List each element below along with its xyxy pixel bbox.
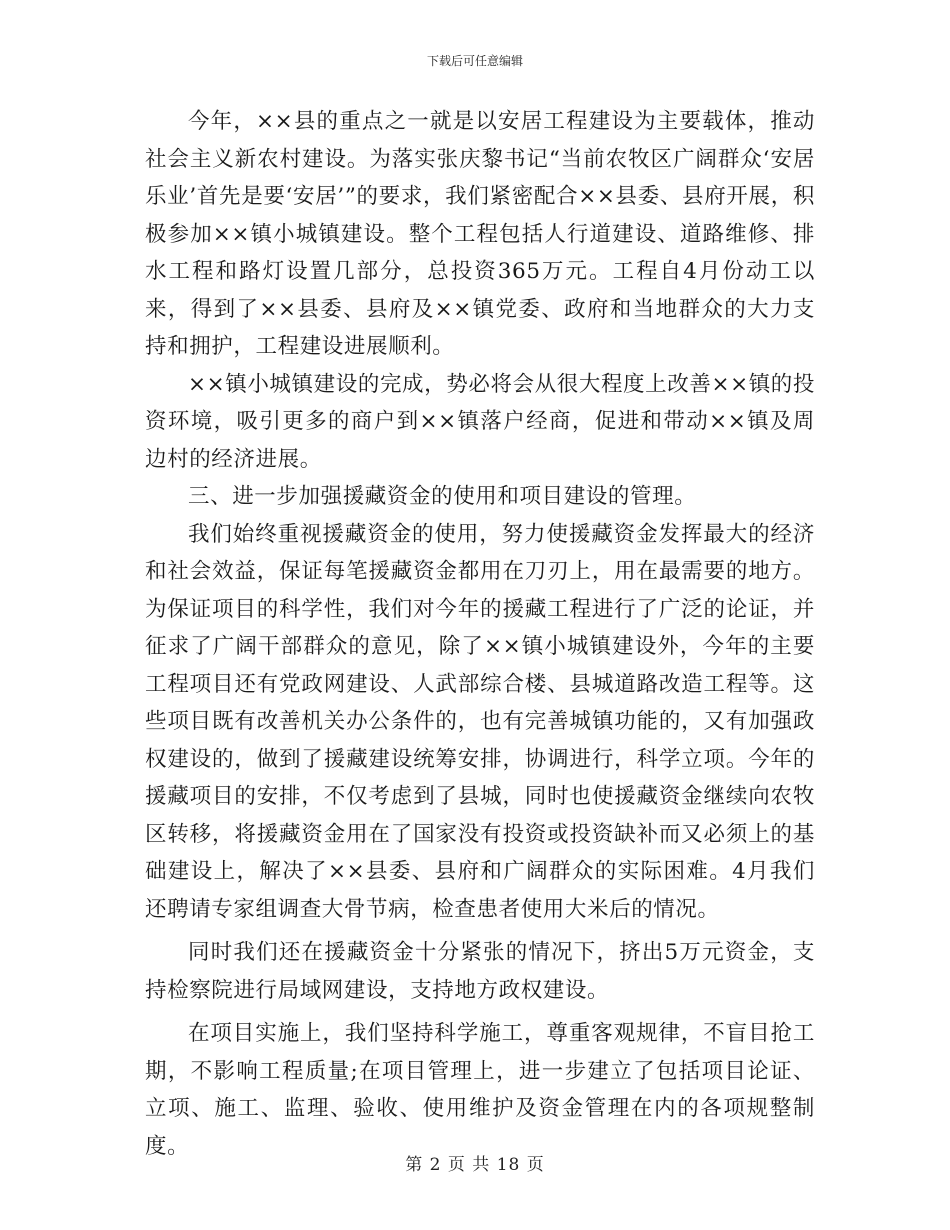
section-heading-fund-management: 三、进一步加强援藏资金的使用和项目建设的管理。 (188, 484, 697, 509)
page-number: 第 2 页 共 18 页 (405, 1155, 545, 1175)
paragraph-town-construction: ××镇小城镇建设的完成，势必将会从很大程度上改善××镇的投资环境，吸引更多的商户到××镇落户经商，促进和带动××镇及周边村的经济进展。 (145, 371, 815, 472)
paragraph-anju-project: 今年，××县的重点之一就是以安居工程建设为主要载体，推动社会主义新农村建设。为落实张庆黎书记“当前农牧区广阔群众‘安居乐业’首先是要‘安居’”的要求，我们紧密配合××县委、县府开展，积极参加××镇小城镇建设。整个工程包括人行道建设、道路维修、排水工程和路灯设置几部分，总投资365万元。工程自4月份动工以来，得到了××县委、县府及××镇党委、政府和当地群众的大力支持和拥护，工程建设进展顺利。 (145, 109, 815, 359)
document-body (145, 103, 815, 1165)
paragraph-procuratorate-network: 同时我们还在援藏资金十分紧张的情况下，挤出5万元资金，支持检察院进行局域网建设，支持地方政权建设。 (145, 940, 815, 1003)
paragraph-fund-usage: 我们始终重视援藏资金的使用，努力使援藏资金发挥最大的经济和社会效益，保证每笔援藏资金都用在刀刃上，用在最需要的地方。为保证项目的科学性，我们对今年的援藏工程进行了广泛的论证，并征求了广阔干部群众的意见，除了××镇小城镇建设外，今年的主要工程项目还有党政网建设、人武部综合楼、县城道路改造工程等。这些项目既有改善机关办公条件的，也有完善城镇功能的，又有加强政权建设的，做到了援藏建设统筹安排，协调进行，科学立项。今年的援藏项目的安排，不仅考虑到了县城，同时也使援藏资金继续向农牧区转移，将援藏资金用在了国家没有投资或投资缺补而又必须上的基础建设上，解决了××县委、县府和广阔群众的实际困难。4月我们还聘请专家组调查大骨节病，检查患者使用大米后的情况。 (145, 521, 815, 922)
page-header-note: 下载后可任意编辑 (426, 54, 523, 68)
paragraph-project-implementation: 在项目实施上，我们坚持科学施工，尊重客观规律，不盲目抢工期，不影响工程质量;在项目管理上，进一步建立了包括项目论证、立项、施工、监理、验收、使用维护及资金管理在内的各项规整制度。 (145, 1021, 815, 1159)
